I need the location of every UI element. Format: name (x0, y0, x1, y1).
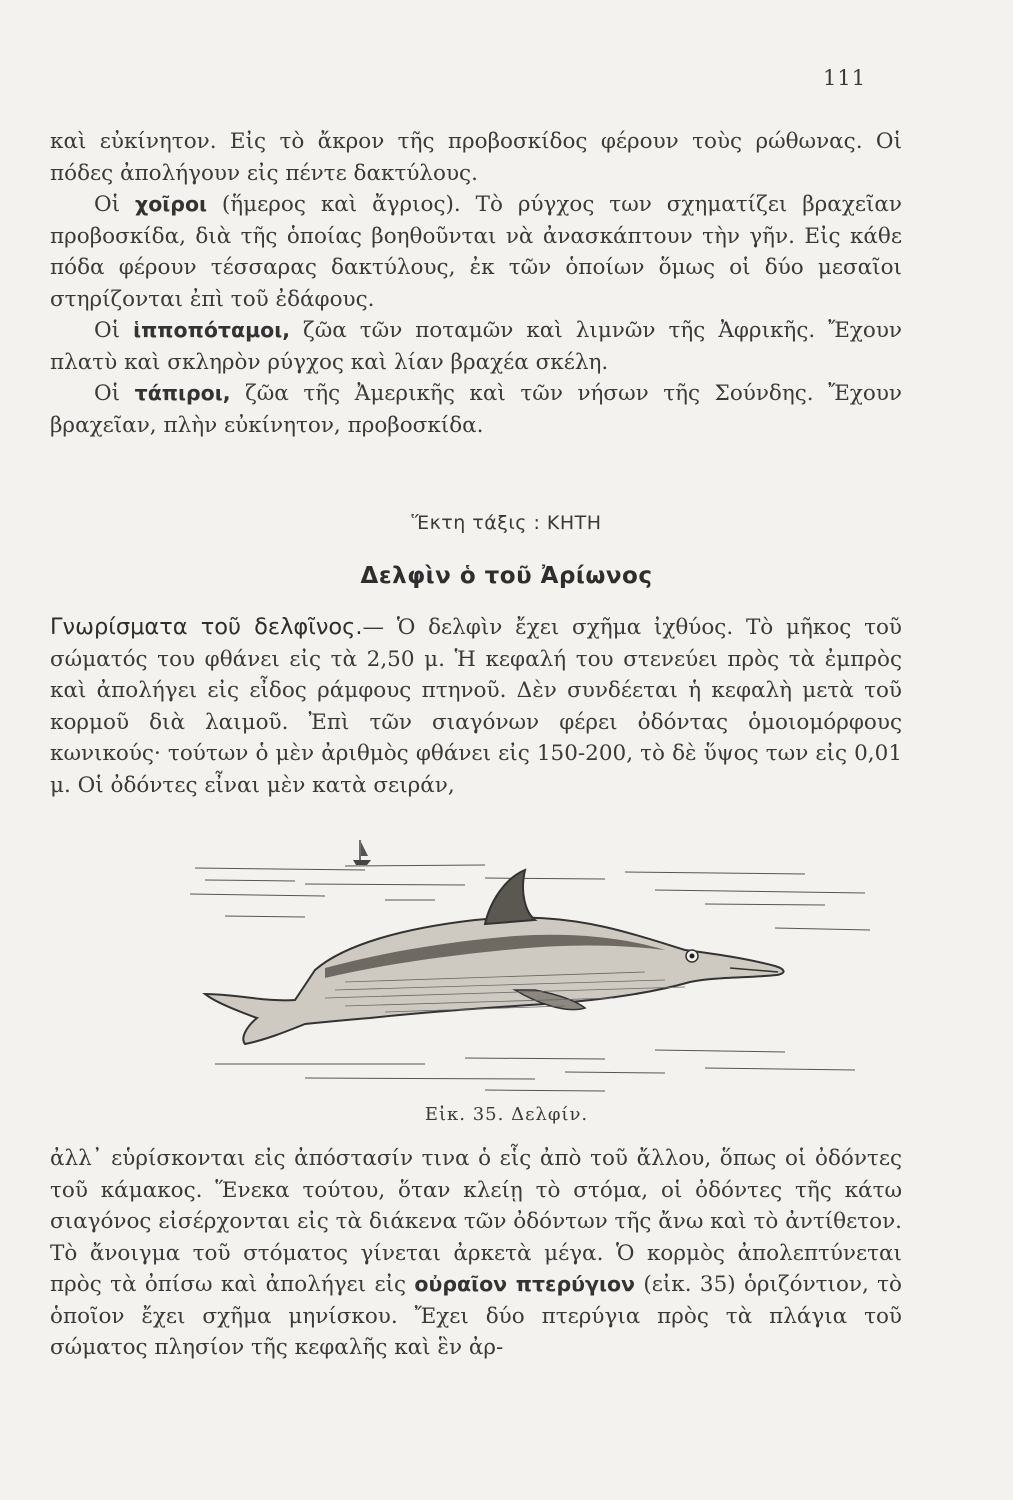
dolphin-drawing (205, 870, 784, 1044)
dolphin-illustration (185, 832, 875, 1100)
paragraph-lead: Οἱ (94, 381, 135, 406)
paragraph-lead: Οἱ (94, 192, 135, 217)
paragraph-text: ζῶα τῶν ποταμῶν καὶ λιμνῶν τῆς Ἀφρικῆς. Ἔχουν πλατὺ καὶ σκληρὸν ρύγχος καὶ λίαν βραχέα σκέλη. (50, 318, 903, 375)
paragraph-lead: Οἱ (94, 318, 134, 343)
sailboat-icon (353, 840, 371, 865)
paragraph-continuation: καὶ εὐκίνητον. Εἰς τὸ ἄκρον τῆς προβοσκίδος φέρουν τοὺς ρώθωνας. Οἱ πόδες ἀπολήγουν εἰς πέντε δακτύλους. (50, 129, 902, 186)
paragraph-text: ἀλλ᾽ εὑρίσκονται εἰς ἀπόστασίν τινα ὁ εἷς ἀπὸ τοῦ ἄλλου, ὅπως οἱ ὀδόντες τοῦ κάμακος. Ἕνεκα τούτου, ὅταν κλείῃ τὸ στόμα, οἱ ὀδόντες τῆς κάτω σιαγόνος εἰσέρχονται εἰς τὰ διάκενα τῶν ὀδόντων τῆς ἄνω καὶ τὸ ἀντίθετον. Τὸ ἄνοιγμα τοῦ στόματος γίνεται ἀρκετὰ μέγα. Ὁ κορμὸς ἀπολεπτύνεται πρὸς τὰ ὀπίσω καὶ ἀπολήγει εἰς (50, 1146, 902, 1297)
figure-caption: Εἰκ. 35. Δελφίν. (424, 1104, 589, 1125)
class-heading: Ἕκτη τάξις : ΚΗΤΗ (411, 512, 602, 534)
paragraph-tapirs (50, 378, 902, 441)
paragraph-text: (εἰκ. 35) ὁριζόντιον, τὸ ὁποῖον ἔχει σχῆμα μηνίσκου. Ἔχει δύο πτερύγια πρὸς τὰ πλάγια τοῦ σώματος πλησίον τῆς κεφαλῆς καὶ ἓν ἀρ- (50, 1272, 902, 1360)
paragraph-text: ζῶα τῆς Ἀμερικῆς καὶ τῶν νήσων τῆς Σούνδης. Ἔχουν βραχεῖαν, πλὴν εὐκίνητον, προβοσκίδα. (50, 381, 902, 438)
term-tail-fin: οὐραῖον πτερύγιον (414, 1272, 635, 1296)
paragraph-hippos (50, 315, 902, 378)
term-pigs: χοῖροι (134, 192, 208, 216)
page-number: 111 (823, 66, 867, 90)
paragraph-pigs (50, 189, 902, 315)
paragraph-text: (ἥμερος καὶ ἄγριος). Τὸ ρύγχος των σχηματίζει βραχεῖαν προβοσκίδα, διὰ τῆς ὁποίας βοηθοῦνται νὰ ἀνασκάπτουν τὴν γῆν. Εἰς κάθε πόδα φέρουν τέσσαρας δακτύλους, ἐκ τῶν ὁποίων ὅμως οἱ δύο μεσαῖοι στηρίζονται ἐπὶ τοῦ ἐδάφους. (50, 192, 903, 312)
features-subheading: Γνωρίσματα τοῦ δελφῖνος. (50, 614, 363, 640)
text-block-top (50, 126, 902, 441)
term-hippos: ἱπποπόταμοι, (133, 318, 291, 342)
text-block-middle (50, 612, 902, 801)
term-tapirs: τάπιροι, (134, 381, 231, 405)
paragraph-text: — Ὁ δελφὶν ἔχει σχῆμα ἰχθύος. Τὸ μῆκος τοῦ σώματός του φθάνει εἰς τὰ 2,50 μ. Ἡ κεφαλή του στενεύει πρὸς τὰ ἐμπρὸς καὶ ἀπολήγει εἰς εἶδος ράμφους πτηνοῦ. Δὲν συνδέεται ἡ κεφαλὴ μετὰ τοῦ κορμοῦ διὰ λαιμοῦ. Ἐπὶ τῶν σιαγόνων φέρει ὀδόντας ὁμοιομόρφους κωνικούς· τούτων ὁ μὲν ἀριθμὸς φθάνει εἰς 150-200, τὸ δὲ ὕψος των εἰς 0,01 μ. Οἱ ὀδόντες εἶναι μὲν κατὰ σειράν, (50, 615, 902, 798)
section-title: Δελφὶν ὁ τοῦ Ἀρίωνος (360, 563, 653, 589)
paragraph-features (50, 612, 902, 801)
paragraph-teeth (50, 1143, 902, 1364)
text-block-bottom (50, 1143, 902, 1364)
